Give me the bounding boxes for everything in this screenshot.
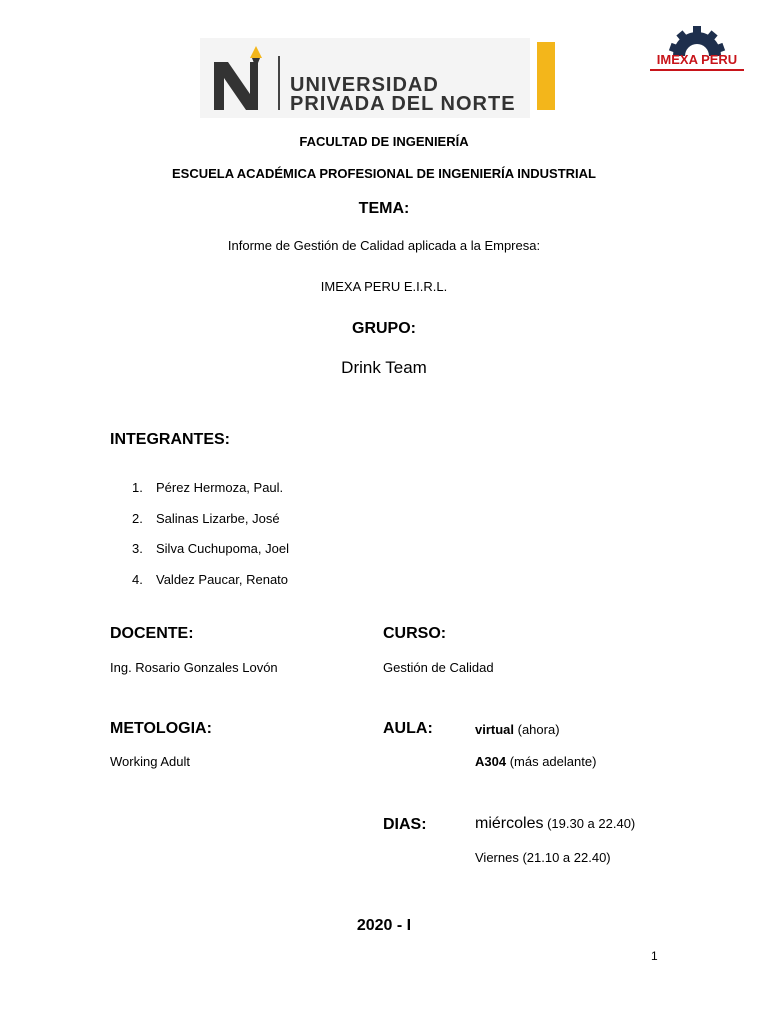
days-line1-day: miércoles <box>475 815 544 832</box>
days-label: DIAS: <box>383 816 427 833</box>
days-line1 <box>475 815 635 833</box>
classroom-line1 <box>475 722 560 737</box>
days-line2: Viernes (21.10 a 22.40) <box>475 850 611 865</box>
list-item <box>132 541 289 572</box>
list-item-number: 2. <box>132 510 143 526</box>
classroom-line2-strong: A304 <box>475 754 507 769</box>
faculty-heading: FACULTAD DE INGENIERÍA <box>299 134 469 149</box>
list-item-number: 1. <box>132 480 143 495</box>
logo-accent-bar <box>537 42 555 110</box>
group-label: GRUPO: <box>352 320 416 337</box>
topic-line1: Informe de Gestión de Calidad aplicada a la Empresa: <box>227 238 541 253</box>
school-heading: ESCUELA ACADÉMICA PROFESIONAL DE INGENIERÍA INDUSTRIAL <box>172 166 596 181</box>
classroom-line1-strong: virtual <box>475 722 515 737</box>
member-name: Silva Cuchupoma, Joel <box>156 541 289 556</box>
days-line1-time: (19.30 a 22.40) <box>543 816 636 831</box>
members-list <box>132 480 289 602</box>
topic-line2: IMEXA PERU E.I.R.L. <box>320 279 448 294</box>
list-item-number: 3. <box>132 541 143 556</box>
teacher-name: Ing. Rosario Gonzales Lovón <box>110 660 278 675</box>
classroom-line2 <box>475 754 596 769</box>
topic-label: TEMA: <box>358 200 410 217</box>
member-name: Salinas Lizarbe, José <box>156 510 280 526</box>
members-label: INTEGRANTES: <box>110 431 230 448</box>
methodology-value: Working Adult <box>110 754 190 769</box>
classroom-label: AULA: <box>383 720 433 737</box>
teacher-label: DOCENTE: <box>110 625 194 642</box>
list-item <box>132 511 289 542</box>
list-item-number: 4. <box>132 571 143 587</box>
methodology-label: METOLOGIA: <box>110 720 212 737</box>
upn-emblem-icon <box>212 42 270 112</box>
academic-period: 2020 - I <box>356 917 412 934</box>
course-label: CURSO: <box>383 625 447 642</box>
company-logo-text: IMEXA PERU <box>656 52 738 67</box>
page-number: 1 <box>651 949 658 963</box>
university-name-line1: UNIVERSIDAD <box>290 74 439 96</box>
logo-separator <box>278 56 280 110</box>
group-name: Drink Team <box>341 358 427 377</box>
classroom-line1-note: (ahora) <box>514 722 560 737</box>
classroom-line2-note: (más adelante) <box>506 754 597 769</box>
university-name-line2: PRIVADA DEL NORTE <box>290 93 516 115</box>
course-name: Gestión de Calidad <box>383 660 494 675</box>
member-name: Pérez Hermoza, Paul. <box>156 480 284 495</box>
list-item <box>132 480 289 511</box>
member-name: Valdez Paucar, Renato <box>156 571 289 587</box>
company-logo-underline <box>650 69 744 71</box>
company-logo <box>648 24 746 72</box>
list-item <box>132 572 289 603</box>
